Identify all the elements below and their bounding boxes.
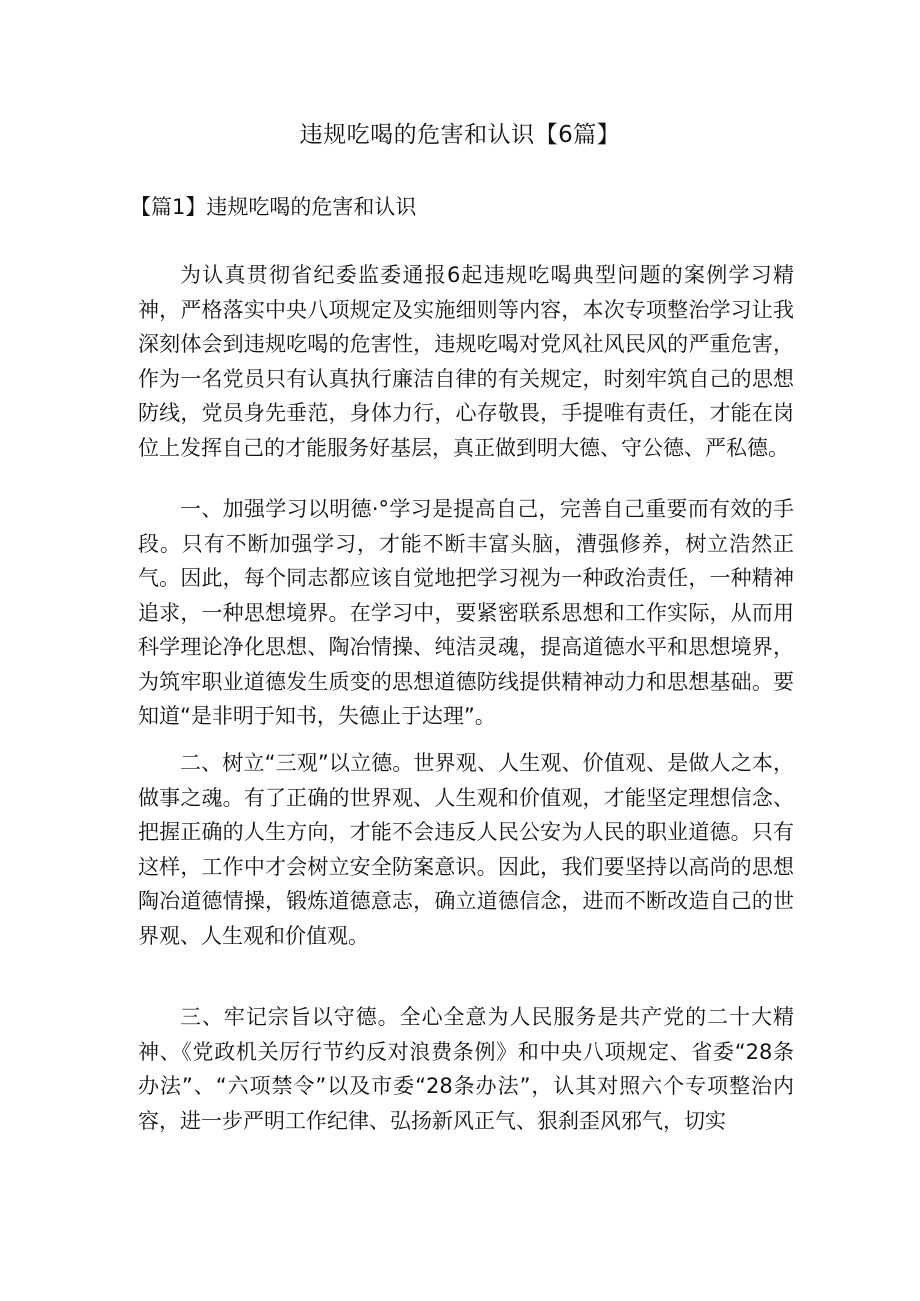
paragraph-three: 三、牢记宗旨以守德。全心全意为人民服务是共产党的二十大精神、《党政机关厉行节约反对浪费条例》和中央八项规定、省委“28条办法”、“六项禁令”以及市委“28条办法”，认其对照六个专项整治内容，进一步严明工作纪律、弘扬新风正气、狠刹歪风邪气，切实 <box>138 1005 794 1133</box>
paragraph-intro: 为认真贯彻省纪委监委通报6起违规吃喝典型问题的案例学习精神，严格落实中央八项规定及实施细则等内容，本次专项整治学习让我深刻体会到违规吃喝的危害性，违规吃喝对党风社风民风的严重危害，作为一名党员只有认真执行廉洁自律的有关规定，时刻牢筑自己的思想防线，党员身先垂范，身体力行，心存敬畏，手提唯有责任，才能在岗位上发挥自己的才能服务好基层，真正做到明大德、守公德、严私德。 <box>138 263 794 460</box>
section-heading: 【篇1】违规吃喝的危害和认识 <box>130 195 417 219</box>
paragraph-two: 二、树立“三观”以立德。世界观、人生观、价值观、是做人之本，做事之魂。有了正确的世界观、人生观和价值观，才能坚定理想信念、把握正确的人生方向，才能不会违反人民公安为人民的职业道德。只有这样，工作中才会树立安全防案意识。因此，我们要坚持以高尚的思想陶冶道德情操，锻炼道德意志，确立道德信念，进而不断改造自己的世界观、人生观和价值观。 <box>138 751 794 948</box>
paragraph-one: 一、加强学习以明德·°学习是提高自己，完善自己重要而有效的手段。只有不断加强学习，才能不断丰富头脑，漕强修养，树立浩然正气。因此，每个同志都应该自觉地把学习视为一种政治责任，一种精神追求，一种思想境界。在学习中，要紧密联系思想和工作实际，从而用科学理论净化思想、陶冶情操、纯洁灵魂，提高道德水平和思想境界，为筑牢职业道德发生质变的思想道德防线提供精神动力和思想基础。要知道“是非明于知书，失德止于达理”。 <box>138 497 794 728</box>
document-title: 违规吃喝的危害和认识【6篇】 <box>299 122 621 148</box>
